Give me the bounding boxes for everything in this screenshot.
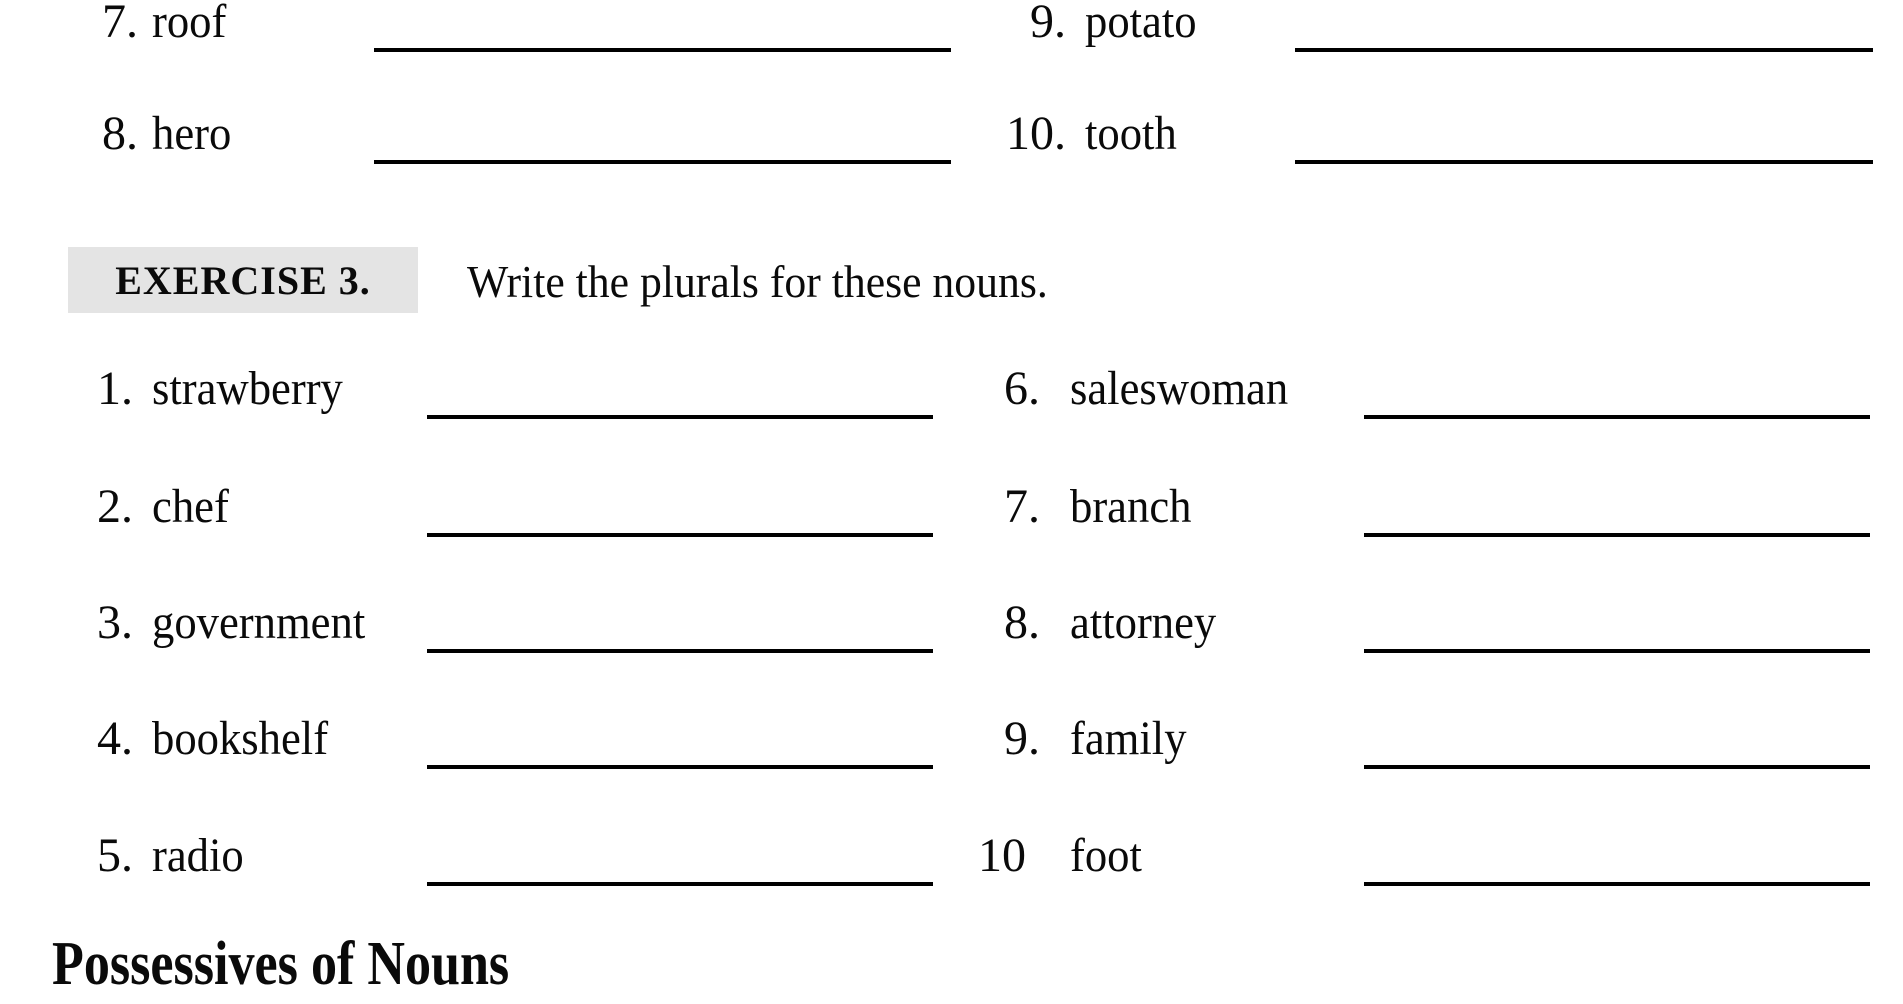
answer-blank-ex3-4[interactable] xyxy=(427,765,933,769)
ex3-item-number: 9. xyxy=(1004,712,1040,765)
answer-blank-ex3-5[interactable] xyxy=(427,882,933,886)
ex3-item-number: 10 xyxy=(978,829,1026,882)
ex3-item-word: branch xyxy=(1070,480,1192,533)
ex3-item-number: 6. xyxy=(1004,362,1040,415)
answer-blank-ex3-9[interactable] xyxy=(1364,765,1870,769)
prev-item-word: roof xyxy=(152,0,227,48)
answer-blank-prev-9[interactable] xyxy=(1295,48,1873,52)
ex3-item-word: bookshelf xyxy=(152,712,329,765)
answer-blank-ex3-6[interactable] xyxy=(1364,415,1870,419)
answer-blank-prev-10[interactable] xyxy=(1295,160,1873,164)
ex3-item-number: 1. xyxy=(97,362,133,415)
answer-blank-prev-7[interactable] xyxy=(374,48,951,52)
ex3-item-word: radio xyxy=(152,829,244,882)
exercise-3-label: EXERCISE 3. xyxy=(68,247,418,313)
exercise-3-instruction: Write the plurals for these nouns. xyxy=(467,256,1048,307)
ex3-item-word: saleswoman xyxy=(1070,362,1289,415)
ex3-item-number: 7. xyxy=(1004,480,1040,533)
answer-blank-ex3-1[interactable] xyxy=(427,415,933,419)
ex3-item-number: 8. xyxy=(1004,596,1040,649)
ex3-item-word: foot xyxy=(1070,829,1142,882)
ex3-item-word: strawberry xyxy=(152,362,343,415)
answer-blank-ex3-7[interactable] xyxy=(1364,533,1870,537)
ex3-item-number: 5. xyxy=(97,829,133,882)
section-heading-possessives: Possessives of Nouns xyxy=(52,930,510,998)
prev-item-word: potato xyxy=(1085,0,1197,48)
prev-item-word: tooth xyxy=(1085,107,1177,160)
answer-blank-ex3-2[interactable] xyxy=(427,533,933,537)
answer-blank-ex3-8[interactable] xyxy=(1364,649,1870,653)
ex3-item-word: attorney xyxy=(1070,596,1217,649)
answer-blank-ex3-3[interactable] xyxy=(427,649,933,653)
ex3-item-number: 4. xyxy=(97,712,133,765)
prev-item-number: 7. xyxy=(102,0,138,48)
ex3-item-number: 2. xyxy=(97,480,133,533)
prev-item-number: 8. xyxy=(102,107,138,160)
prev-item-number: 9. xyxy=(1030,0,1066,48)
answer-blank-ex3-10[interactable] xyxy=(1364,882,1870,886)
ex3-item-word: government xyxy=(152,596,366,649)
prev-item-word: hero xyxy=(152,107,232,160)
ex3-item-number: 3. xyxy=(97,596,133,649)
prev-item-number: 10. xyxy=(1006,107,1066,160)
ex3-item-word: chef xyxy=(152,480,229,533)
ex3-item-word: family xyxy=(1070,712,1187,765)
answer-blank-prev-8[interactable] xyxy=(374,160,951,164)
